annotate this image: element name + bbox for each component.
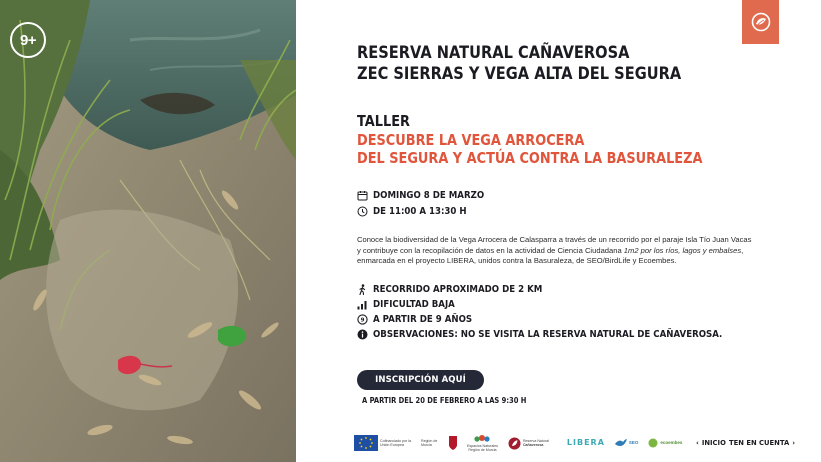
nav-home-link[interactable] (696, 439, 726, 447)
clock-icon (357, 206, 368, 217)
libera-text: LIBERA (566, 438, 605, 447)
natural-spaces-logo (467, 434, 498, 452)
libera-logo (566, 438, 605, 447)
eu-text-2: Unión Europea (380, 443, 404, 447)
workshop-title (357, 131, 787, 167)
ecoembes-logo (648, 438, 682, 448)
description-text-2: , enmarcada en el proyecto LIBERA, unidos contra la Basuraleza, de SEO/BirdLife y Ecoembes. (357, 245, 744, 265)
brand-logo[interactable] (742, 0, 779, 44)
detail-distance (357, 284, 570, 295)
riverbank-photo (0, 0, 296, 462)
eu-logo (354, 435, 411, 451)
notes-text: OBSERVACIONES: NO SE VISITA LA RESERVA NATURAL DE CAÑAVEROSA. (373, 329, 723, 340)
nav-next-link[interactable] (729, 439, 795, 447)
region-murcia-logo (421, 436, 457, 450)
time-text: DE 11:00 A 13:30 H (373, 206, 467, 217)
sponsor-logos (354, 432, 682, 454)
spaces-text-1: Espacios Naturales (466, 444, 498, 448)
region-text: Región de Murcia (420, 439, 438, 447)
difficulty-text: DIFICULTAD BAJA (373, 299, 455, 310)
reserve-title-line2: ZEC SIERRAS Y VEGA ALTA DEL SEGURA (357, 64, 682, 84)
nav-next-label: TEN EN CUENTA (729, 439, 790, 447)
reserve-logo (508, 437, 549, 450)
bird-icon (615, 438, 627, 448)
detail-difficulty (357, 299, 468, 310)
reserve-text-1: Reserva Natural (522, 439, 549, 443)
calendar-icon (357, 190, 368, 201)
ecoembes-text: ecoembes (660, 440, 683, 445)
ecoembes-leaf-icon (648, 438, 658, 448)
workshop-title-line1: DESCUBRE LA VEGA ARROCERA (357, 131, 585, 149)
seo-text: SEO (628, 440, 639, 445)
distance-text: RECORRIDO APROXIMADO DE 2 KM (373, 284, 543, 295)
date-text: DOMINGO 8 DE MARZO (373, 190, 485, 201)
reserve-emblem-icon (508, 437, 521, 450)
description-italic: 1m2 por los ríos, lagos y embalses (623, 245, 742, 255)
age-icon (357, 314, 368, 325)
hero-photo (0, 0, 296, 462)
description-text-1: Conoce la biodiversidad de la Vega Arrocera de Calasparra a través de un recorrido por el paraje Isla Tío Juan Vacas y contribuye con la recopilación de datos en la actividad de Ciencia Ciudadana (357, 235, 752, 255)
register-button[interactable]: INSCRIPCIÓN AQUÍ (357, 370, 484, 390)
eu-flag-icon (354, 435, 378, 451)
walking-icon (357, 284, 368, 295)
seo-birdlife-logo (615, 438, 639, 448)
reserve-text-2: Cañaverosa (522, 443, 544, 447)
natural-spaces-icon (474, 434, 490, 443)
svg-text:9: 9 (360, 317, 365, 324)
spaces-text-2: Región de Murcia (468, 448, 497, 452)
workshop-title-line2: DEL SEGURA Y ACTÚA CONTRA LA BASURALEZA (357, 149, 703, 167)
chevron-right-icon: › (792, 439, 796, 447)
reserve-title (357, 43, 735, 85)
event-description (357, 235, 757, 267)
detail-notes (357, 329, 779, 340)
info-icon (357, 329, 368, 340)
region-shield-icon (449, 436, 457, 450)
schedule-time (357, 206, 482, 217)
nav-home-label: INICIO (701, 439, 726, 447)
registration-note: A PARTIR DEL 20 DE FEBRERO A LAS 9:30 H (362, 396, 527, 405)
age-text: A PARTIR DE 9 AÑOS (373, 314, 473, 325)
difficulty-bars-icon (357, 299, 368, 310)
workshop-kind: TALLER (357, 112, 410, 130)
reserve-title-line1: RESERVA NATURAL CAÑAVEROSA (357, 43, 630, 63)
eu-text-1: Cofinanciado por la (380, 439, 411, 443)
detail-age (357, 314, 488, 325)
age-rating-badge: 9+ (10, 22, 46, 58)
leaf-globe-icon (750, 11, 772, 33)
schedule-date (357, 190, 502, 201)
chevron-left-icon: ‹ (696, 439, 699, 447)
